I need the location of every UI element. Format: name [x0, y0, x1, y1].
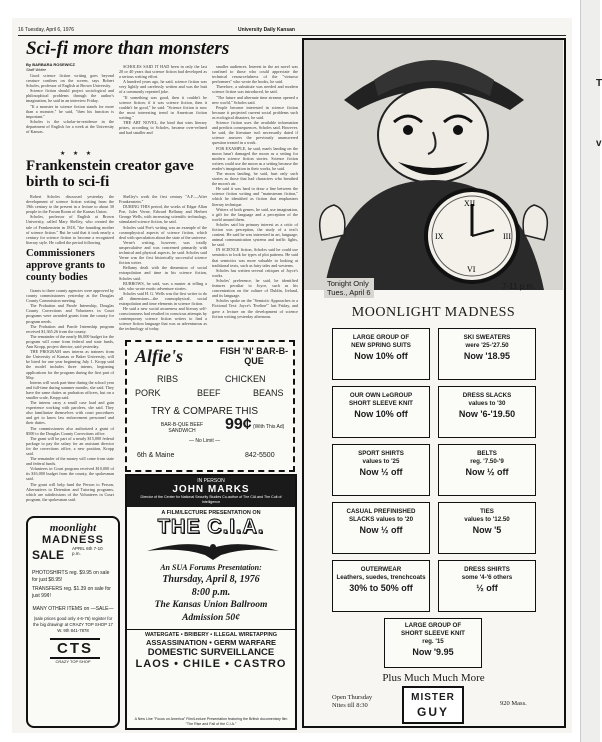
article-column [119, 64, 207, 154]
ad-footer: A New Line "Focus on America" Film/Lecture Presentation featuring the British documentary film "The Rise and Fall of the C.I.A." [134, 717, 288, 726]
adjacent-page-mark: T [596, 78, 602, 89]
article-column [26, 73, 114, 153]
paragraph: DURING THIS period, the works of Edgar Allan Poe, Jules Verne, Edward Bellamy and Herbert George Wells, with increasing scientific technology, stimulated science fiction, he said. [119, 204, 207, 225]
deal-line: OUTERWEAR [360, 566, 402, 573]
paragraph: Scholes said H. G. Wells was the first writer to do all dimensions—the cosmophysical, social extrapolation and time elements in science fiction. [119, 290, 207, 306]
deal-line: BELTS [477, 450, 497, 457]
plus-more: Plus Much Much More [382, 672, 485, 684]
paragraph: Scholes' preference, he said, he identified features peculiar to Joyce, such as his concentration on the culture of Dublin, Ireland, and its language. [212, 277, 298, 299]
paragraph: Scholes has written several critiques of Joyce's works. [212, 267, 298, 278]
paragraph: Scholes said Poe's writing was an example of the cosmophysical aspects of science fiction, which deal with speculation about the state of the universe. [119, 224, 207, 240]
compare-line: TRY & COMPARE THIS [151, 406, 259, 417]
paragraph: The remainder of the nearly $6,000 budget for the program will come from federal and state funds, Ann Kropp, project director, said yesterday. [26, 333, 114, 350]
ad-title-line: moonlight [49, 522, 97, 534]
menu-item: BEEF [197, 388, 221, 398]
adjacent-page-edge [580, 0, 600, 742]
deal-card [438, 560, 536, 612]
ad-others: MANY OTHER ITEMS on —SALE— [32, 606, 114, 612]
menu-item: CHICKEN [225, 374, 266, 384]
paragraph: "The future and alternate time streams opened a new world," Scholes said. [212, 94, 298, 105]
deal-line: some '4-'6 others [461, 574, 513, 581]
deal-card [332, 328, 430, 380]
deal-card [438, 386, 536, 438]
deal-price: ½ off [476, 583, 498, 593]
paragraph: Therefore, a substitute was needed and modern science fiction was introduced, he said. [212, 84, 298, 95]
paragraph: The interns carry a small case load and gain experience working with parolees, she said. They also familiarize themselves with court procedures and get to know law enforcement personnel and their duties. [26, 400, 114, 426]
paragraph: SCHOLES SAID IT HAD been in only the last 20 or 40 years that science fiction had developed as a serious writing effort. [119, 64, 207, 80]
menu-item: PORK [135, 388, 161, 398]
paragraph: Science fiction should project sociological and philosophical problems through the author's imagination, he said in an interview Friday. [26, 88, 114, 104]
deal-price: Now 10% off [354, 409, 408, 419]
paragraph: Good science fiction writing goes beyond creature confines on the screen, says Robert Scholes, professor of English at Brown University. [26, 73, 114, 89]
deal-price: Now ½ off [359, 525, 403, 535]
paragraph: He said a new social awareness and literary self-consciousness had resulted in conscious attempts by contemporary science fiction writers to find a science fiction language that was as adventurous as the technology of today. [119, 306, 207, 332]
deal-line: values to '12.50 [464, 516, 510, 523]
article-headline: Frankenstein creator gave birth to sci-fi [26, 158, 194, 190]
paragraph: He said it was hard to draw a line between the science fiction writing and "mainstream fiction," which he identified as fiction that emphasizes literary technique. [212, 186, 298, 207]
hours-line: Open Thursday [332, 694, 373, 701]
deal-line: Leathers, suedes, trenchcoats [336, 574, 426, 581]
store-hours [332, 694, 372, 710]
deal-line: reg. '15 [422, 638, 444, 645]
deal-line: DRESS SLACKS [462, 392, 512, 399]
cia-title: THE C.I.A. [157, 516, 265, 538]
event-venue: The Kansas Union Ballroom [154, 600, 268, 610]
tonight-label [324, 278, 374, 298]
event-time: 8:00 p.m. [191, 587, 231, 598]
paragraph: Grants to three county agencies were approved by county commissioners yesterday at the Douglas County Commission meeting. [26, 288, 114, 304]
paragraph: Scholes is the scholar-in-residence in the department of English for a week at the University of Kansas. [26, 118, 114, 135]
deal-line: SPORT SHIRTS [358, 450, 404, 457]
deal-line: OUR OWN LeGROUP [349, 392, 413, 399]
deal-card [438, 502, 536, 554]
topics: WATERGATE • BRIBERY • ILLEGAL WIRETAPPING [127, 629, 295, 638]
price: 99¢ [225, 416, 252, 433]
topics: DOMESTIC SURVEILLANCE [147, 647, 275, 658]
article-byline: By BARBARA ROSEWICZ [26, 62, 75, 67]
paragraph: Scholes, professor of English at Brown University, called Mary Shelley, who created the tale of Frankenstein in 1818, "the founding mother of science fiction." But he said that it took nearly a century for science fiction to become a recognized literary style. He called the period following [26, 214, 114, 245]
speaker-name: JOHN MARKS [172, 484, 250, 495]
ad-title-line: SALE [32, 548, 65, 562]
deal-line: SLACKS values to '20 [348, 516, 414, 523]
deal-price: Now '18.95 [463, 351, 511, 361]
paragraph: THE ART NOVEL, the kind that wins literary prizes, according to Scholes, became over-refined and had smaller and [119, 120, 207, 136]
deal-line: reg. '7.50-'9 [470, 458, 504, 465]
paragraph: The moon landing, he said, hurt only such stories as those that had characters who breathed the moon's air. [212, 170, 298, 187]
deal-card [384, 618, 482, 668]
cia-lecture-ad [125, 474, 297, 730]
svg-text:IX: IX [435, 232, 444, 241]
paragraph: THE PROGRAM uses interns as trainees from the University of Kansas or Baker University, will be hired for one year beginning July 1. Kropp said the model includes three interns, beginning applications for the program during the first part of May. [26, 349, 114, 380]
paragraph: BURROWS, he said, was a master at telling a tale, who wrote exotic adventure stories. [119, 280, 207, 291]
paragraph: The Probation and Parole Internship, Douglas County Corrections and Volunteers in Court programs were awarded grants from the county for program needs. [26, 303, 114, 324]
tonight-line: Tonight Only [327, 279, 369, 288]
paragraph: "If a monster in science fiction stands for more than a monster," he said, "then his function is important." [26, 103, 114, 119]
paragraph: The commissioners also authorized a grant of $500 to the Douglas County Corrections office. [26, 425, 114, 436]
article-headline: Commissioners approve grants to county bodies [26, 248, 106, 283]
deal-card [438, 328, 536, 380]
paragraph: Scholes said his primary interest as a critic of fiction was perception, the study of a text's content. He said he was interested in art, language, animal communication systems and traffic lights, he said. [212, 221, 298, 248]
paragraph: Writers of both genres, he said, use imagination, a gift for the language and a perception of the world around them. [212, 206, 298, 222]
deal-price: Now 10% off [354, 351, 408, 361]
deal-price: Now '5 [472, 525, 502, 535]
section-divider: ★ ★ ★ [60, 151, 95, 157]
deal-line: DRESS SHIRTS [464, 566, 510, 573]
paragraph: smaller audiences. Interest in the art novel was confined to those who could appreciate the technical resourcefulness of the "virtuoso performers" who wrote the books, he said. [212, 64, 298, 85]
paragraph: The grant will help fund the Person to Person, Alternatives to Detention and Tutoring programs, which are subdivisions of the Volunteers in Court program, the spokesman said. [26, 481, 114, 502]
ad-title-line: MADNESS [41, 534, 104, 546]
event-date: Thursday, April 8, 1976 [162, 574, 260, 585]
paragraph: Volunteers in Court program received $10,000 of its $16,000 budget from the county, the spokesman said. [26, 466, 114, 482]
menu-item: BEANS [253, 388, 284, 398]
ad-offer: (sale prices good only 4-6-76) register for the big drawing! at CRAZY TOP SHOP 17 W. 9th 841-7878 [33, 616, 113, 633]
folio-date: 16 Tuesday, April 6, 1976 [18, 27, 75, 33]
alfies-tagline: FISH 'N' BAR-B-QUE [219, 346, 289, 366]
ad-date: APRIL 6th 7-10 p.m. [72, 546, 103, 556]
article-byline-role: Staff Writer [26, 67, 47, 72]
article-column [26, 288, 114, 513]
paragraph: Bellamy dealt with the dimension of social extrapolation and time in his science fiction, Scholes said. [119, 265, 207, 281]
paragraph: "If something was good, then it couldn't be science fiction; if it was science fiction, then it couldn't be good," he said. "Science fiction is now the most interesting trend in American fiction writing." [119, 94, 207, 120]
article-column [26, 194, 114, 246]
folio [18, 24, 566, 36]
deal-line: SHORT SLEEVE KNIT [401, 630, 465, 637]
crazy-top-shop-ad [26, 516, 120, 728]
film-line: A FILM/LECTURE PRESENTATION ON [161, 510, 261, 516]
paragraph: The remainder of the money will come from state and federal funds. [26, 456, 114, 467]
paragraph: The grant will be part of a nearly $15,000 federal package to pay the salary for an assistant director for the corrections office, a new position, Kropp said. [26, 435, 114, 456]
deal-card [332, 502, 430, 554]
adjacent-page-mark: v [596, 138, 602, 149]
eagle-emblem-icon [127, 539, 299, 561]
deal-price: Now ½ off [465, 467, 509, 477]
deal-price: Now '6-'19.50 [458, 409, 516, 419]
menu-item: RIBS [157, 374, 179, 384]
paragraph: A hundred years ago, he said, science fiction was very lightly and carelessly written and was the butt of a commonly repeated joke. [119, 79, 207, 95]
article-column [212, 64, 298, 384]
article-headline: Sci-fi more than monsters [26, 38, 230, 59]
paragraph: Robert Scholes discussed yesterday the development of science fiction writing from the 19th century to the present in a lecture to about 30 people in the Forum Room of the Kansas Union. [26, 194, 114, 215]
price-note: (With This Ad) [253, 424, 285, 430]
ad-item: TRANSFERS reg. $1.39 on sale for just 99¢! [32, 586, 111, 599]
speaker-banner [127, 476, 295, 507]
villain-illustration-icon [304, 40, 563, 290]
deal-price: Now '9.95 [412, 647, 454, 657]
phone: 842-5500 [245, 452, 275, 459]
deal-card [332, 444, 430, 496]
topics: ASSASSINATION • GERM WARFARE [146, 638, 276, 647]
deal-line: CASUAL PREFINISHED [346, 508, 416, 515]
deal-card [332, 560, 430, 612]
mister-guy-ad [302, 38, 566, 728]
mister-guy-logo [402, 686, 464, 724]
paragraph: Shelley's work the first century "A.F.—After Frankenstein." [119, 194, 207, 205]
crazy-top-shop-logo: CTS [50, 638, 100, 659]
deal-line: LARGE GROUP OF [404, 622, 462, 629]
deal-line: were '25-'27.50 [465, 342, 509, 349]
limit-note: — No Limit — [189, 438, 221, 444]
store-address: 920 Mass. [500, 700, 527, 707]
deal-line: values to '25 [362, 458, 400, 465]
presenter: An SUA Forums Presentation: [160, 563, 262, 572]
deal-line: SHORT SLEEVE KNIT [349, 400, 413, 407]
paragraph: The Probation and Parole Internship program received $1,365.26 from the county. [26, 323, 114, 334]
topics: LAOS • CHILE • CASTRO [135, 658, 287, 670]
moonlight-madness-title: MOONLIGHT MADNESS [351, 305, 516, 320]
alfies-ad [125, 340, 295, 472]
logo-line: MISTER [411, 692, 455, 703]
svg-text:III: III [503, 232, 511, 241]
tonight-line: Tues., April 6 [327, 288, 371, 297]
speaker-note: Director of the Center for National Security Studies Co-author of The CIA and The Cult of Intelligence [140, 495, 282, 504]
logo-tagline: CRAZY TOP SHOP [55, 659, 91, 664]
in-person: IN PERSON [197, 478, 225, 484]
paragraph: Science fiction uses the available information and predicts consequences, Scholes said. However, he said, the literature isn't necessarily dated if science answers the previously unanswered question treated in a work. [212, 120, 298, 146]
sale-hours: 7-11 p.m. [502, 282, 536, 291]
svg-text:VI: VI [467, 265, 476, 274]
folio-paper-name: University Daily Kansan [238, 27, 295, 33]
paragraph: FOR EXAMPLE, he said, man's landing on the moon hasn't damaged the moon as a setting for modern science fiction stories. Science fiction writers could use the moon as a setting because the reader's imagination in their works, he said. [212, 145, 298, 171]
svg-text:XII: XII [464, 199, 476, 208]
deal-price: 30% to 50% off [349, 583, 413, 593]
deal-line: SKI SWEATERS [463, 334, 511, 341]
deal-line: NEW SPRING SUITS [351, 342, 411, 349]
sandwich: BAR-B-QUE BEEF SANDWICH [160, 422, 204, 434]
paragraph: IN SCIENCE fiction, Scholes said he could use semiotics to look for types of plot patterns. He said that semiotics was more valuable in looking at traditional texts, such as fairy tales and westerns. [212, 247, 298, 268]
hours-line: Nites till 8:30 [332, 702, 368, 709]
admission: Admission 50¢ [182, 613, 240, 623]
deal-card [438, 444, 536, 496]
paragraph: People become interested in science fiction because it projected current social problems such as ecological disasters, he said. [212, 104, 298, 120]
address: 6th & Maine [137, 452, 175, 459]
article-column [119, 194, 207, 344]
newspaper-page [12, 18, 572, 733]
alfies-logo: Alfie's [135, 346, 183, 366]
deal-price: Now ½ off [359, 467, 403, 477]
deal-line: TIES [480, 508, 494, 515]
paragraph: Interns will work part-time during the school year and full-time during summer months, she said. They have the same duties as probation officers, but on a smaller scale, Kropp said. [26, 379, 114, 400]
paragraph: Scholes spoke on the "Semiotic Approaches to a Fictional Text: Joyce's 'Eveline'" last Friday, and gave a lecture on the development of science fiction writing yesterday afternoon. [212, 298, 298, 319]
logo-line: GUY [416, 705, 449, 719]
deal-line: values to '30 [468, 400, 506, 407]
ad-item: PHOTOSHIRTS reg. $9.95 on sale for just $8.95! [32, 570, 110, 583]
deal-card [332, 386, 430, 438]
paragraph: Verne's writing, however, was totally unspeculative and was concerned primarily with technical and physical aspects, he said. Scholes said Verne was the first historically successful science fiction writer. [119, 239, 207, 266]
deal-line: LARGE GROUP OF [352, 334, 410, 341]
